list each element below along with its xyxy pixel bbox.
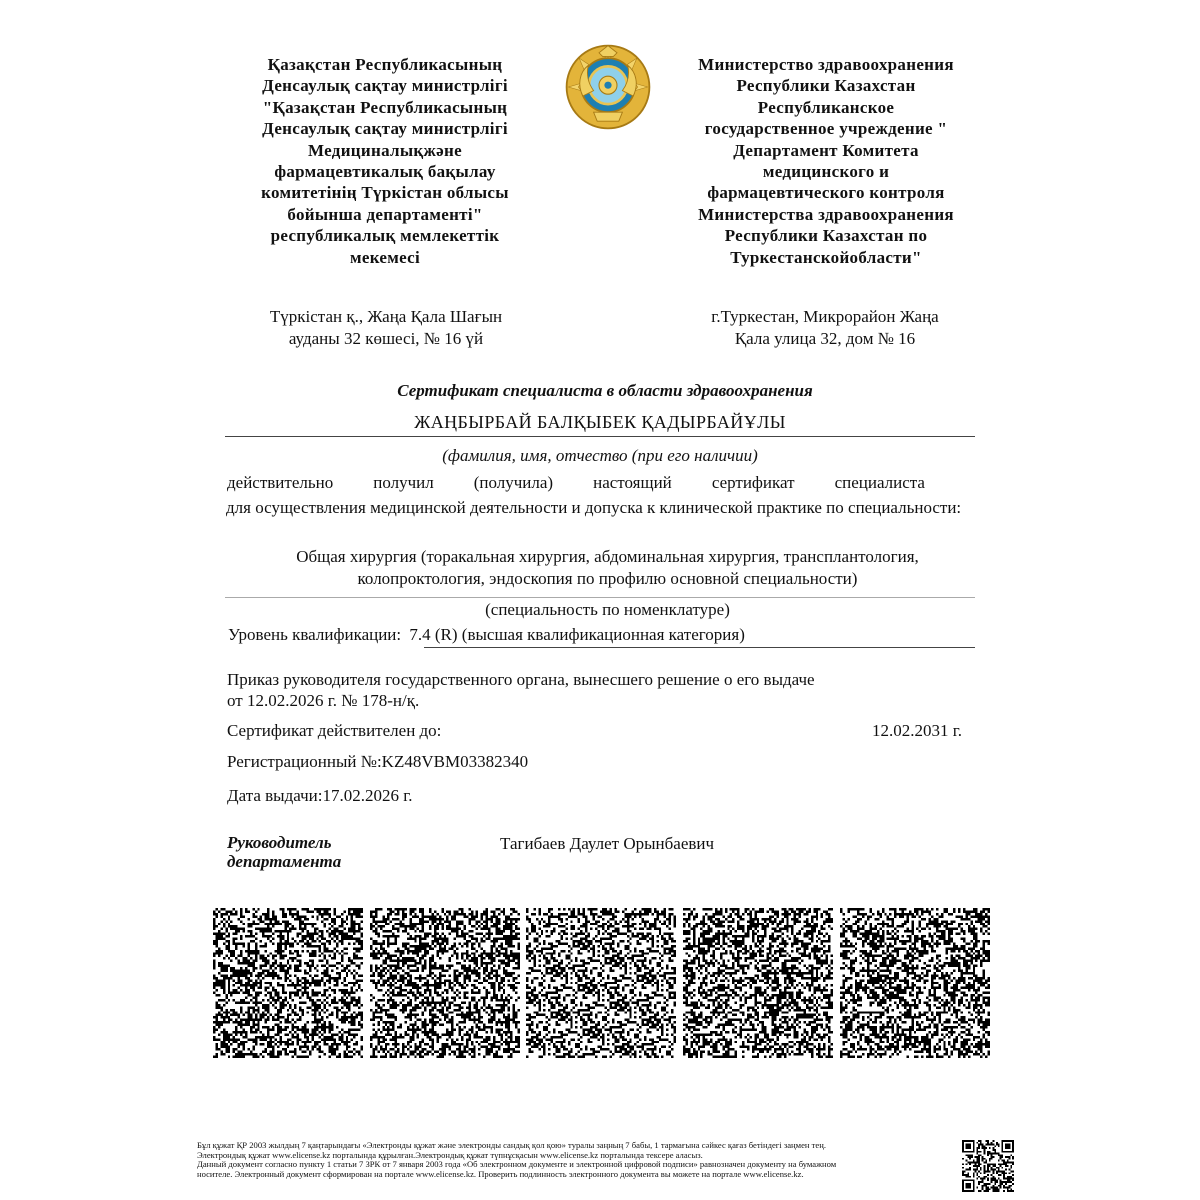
qualification-row xyxy=(228,625,745,645)
header-left-line: "Қазақстан Республикасының xyxy=(262,97,508,117)
header-right-line: Республики Казахстан xyxy=(736,76,916,96)
right-address xyxy=(675,306,975,350)
header-right-line: Департамент Комитета xyxy=(733,140,919,160)
received-statement xyxy=(227,473,925,493)
header-left-line: бойынша департаменті" xyxy=(287,204,483,224)
specialty-underline xyxy=(225,597,975,598)
received-word: действительно xyxy=(227,473,334,492)
header-left-line: Қазақстан Республикасының xyxy=(267,55,503,74)
state-emblem-icon xyxy=(563,42,653,132)
header-right-line: государственное учреждение " xyxy=(704,119,948,139)
received-word: специалиста xyxy=(834,473,925,492)
received-word: получил xyxy=(373,473,434,492)
header-left-line: мекемесі xyxy=(349,247,421,267)
purpose-text: для осуществления медицинской деятельности и допуска к клинической практике по специальности: xyxy=(226,498,962,517)
header-right-line: Республики Казахстан по xyxy=(724,226,928,246)
header-left-line: фармацевтикалық бақылау xyxy=(274,162,496,182)
right-address-line: г.Туркестан, Микрорайон Жаңа xyxy=(711,307,939,326)
footer-qr-code xyxy=(962,1140,1014,1192)
footer-line: Электрондық құжат www.elicense.kz порталында құрылған.Электрондық құжат түпнұсқасын www.elicense.kz порталында тексере аласыз. xyxy=(197,1149,703,1160)
footer-line: Данный документ согласно пункту 1 статьи 7 ЗРК от 7 января 2003 года «Об электронном документе и электронной цифровой подписи» равнозначен документу на бумажном xyxy=(197,1159,837,1170)
header-right-line: Министерства здравоохранения xyxy=(698,204,954,224)
header-right-line: медицинского и xyxy=(762,162,890,182)
header-left-org xyxy=(235,54,535,268)
qualification-label: Уровень квалификации: xyxy=(228,625,402,644)
head-role xyxy=(227,833,341,871)
header-right-line: фармацевтического контроля xyxy=(707,183,945,203)
received-word: настоящий xyxy=(593,473,672,492)
header-right-org xyxy=(673,54,979,268)
right-address-line: Қала улица 32, дом № 16 xyxy=(734,329,916,348)
qr-code-4 xyxy=(683,908,833,1058)
header-left-line: республикалық мемлекеттік xyxy=(270,226,500,246)
head-role-line: департамента xyxy=(227,852,342,871)
header-left-line: комитетінің Түркістан облысы xyxy=(261,183,509,203)
name-hint: (фамилия, имя, отчество (при его наличии) xyxy=(442,446,758,465)
qr-code-2 xyxy=(370,908,520,1058)
order-line: от 12.02.2026 г. № 178-н/қ. xyxy=(227,691,420,710)
left-address-line: Түркістан қ., Жаңа Қала Шағын xyxy=(269,307,503,326)
header-left-line: Медициналықжәне xyxy=(308,140,462,160)
footer-line: носителе. Электронный документ сформирован на портале www.elicense.kz. Проверить подлинность электронного документа вы можете на портале www.elicense.kz. xyxy=(197,1168,804,1179)
issue-date: Дата выдачи:17.02.2026 г. xyxy=(227,786,413,805)
certificate-title: Сертификат специалиста в области здравоохранения xyxy=(397,381,813,400)
specialty-line: колопроктология, эндоскопия по профилю основной специальности) xyxy=(357,569,858,588)
received-word: сертификат xyxy=(711,473,795,492)
registration-number: Регистрационный №:KZ48VBM03382340 xyxy=(227,752,529,771)
received-word: (получила) xyxy=(473,473,554,492)
head-role-line: Руководитель xyxy=(227,833,332,852)
name-underline xyxy=(225,436,975,437)
header-left-line: Денсаулық сақтау министрлігі xyxy=(262,119,508,139)
specialty-hint: (специальность по номенклатуре) xyxy=(485,600,730,619)
header-right-line: Туркестанскойобласти" xyxy=(730,247,922,267)
qualification-value: 7.4 (R) (высшая квалификационная категория) xyxy=(409,625,745,644)
qualification-underline xyxy=(424,647,975,648)
order-text xyxy=(227,669,815,711)
valid-until-date: 12.02.2031 г. xyxy=(872,721,963,740)
specialty-line: Общая хирургия (торакальная хирургия, абдоминальная хирургия, трансплантология, xyxy=(296,547,919,566)
left-address-line: ауданы 32 көшесі, № 16 үй xyxy=(288,329,484,348)
qr-code-3 xyxy=(526,908,676,1058)
holder-full-name: ЖАҢБЫРБАЙ БАЛҚЫБЕК ҚАДЫРБАЙҰЛЫ xyxy=(414,412,786,432)
head-name: Тагибаев Даулет Орынбаевич xyxy=(500,834,715,853)
qr-code-1 xyxy=(213,908,363,1058)
header-right-line: Республиканское xyxy=(757,97,895,117)
specialty xyxy=(225,546,990,590)
footer-legal-text xyxy=(197,1141,957,1179)
qr-code-5 xyxy=(840,908,990,1058)
footer-line: Бұл құжат ҚР 2003 жылдың 7 қаңтарындағы «Электронды құжат және электронды сандық қол қою» туралы заңның 7 бабы, 1 тармағына сәйкес қағаз бетіндегі заңмен тең. xyxy=(197,1140,826,1150)
header-right-line: Министерство здравоохранения xyxy=(698,55,954,74)
valid-until-label: Сертификат действителен до: xyxy=(227,721,442,740)
header-left-line: Денсаулық сақтау министрлігі xyxy=(262,76,508,96)
order-line: Приказ руководителя государственного органа, вынесшего решение о его выдаче xyxy=(227,670,815,689)
left-address xyxy=(236,306,536,350)
